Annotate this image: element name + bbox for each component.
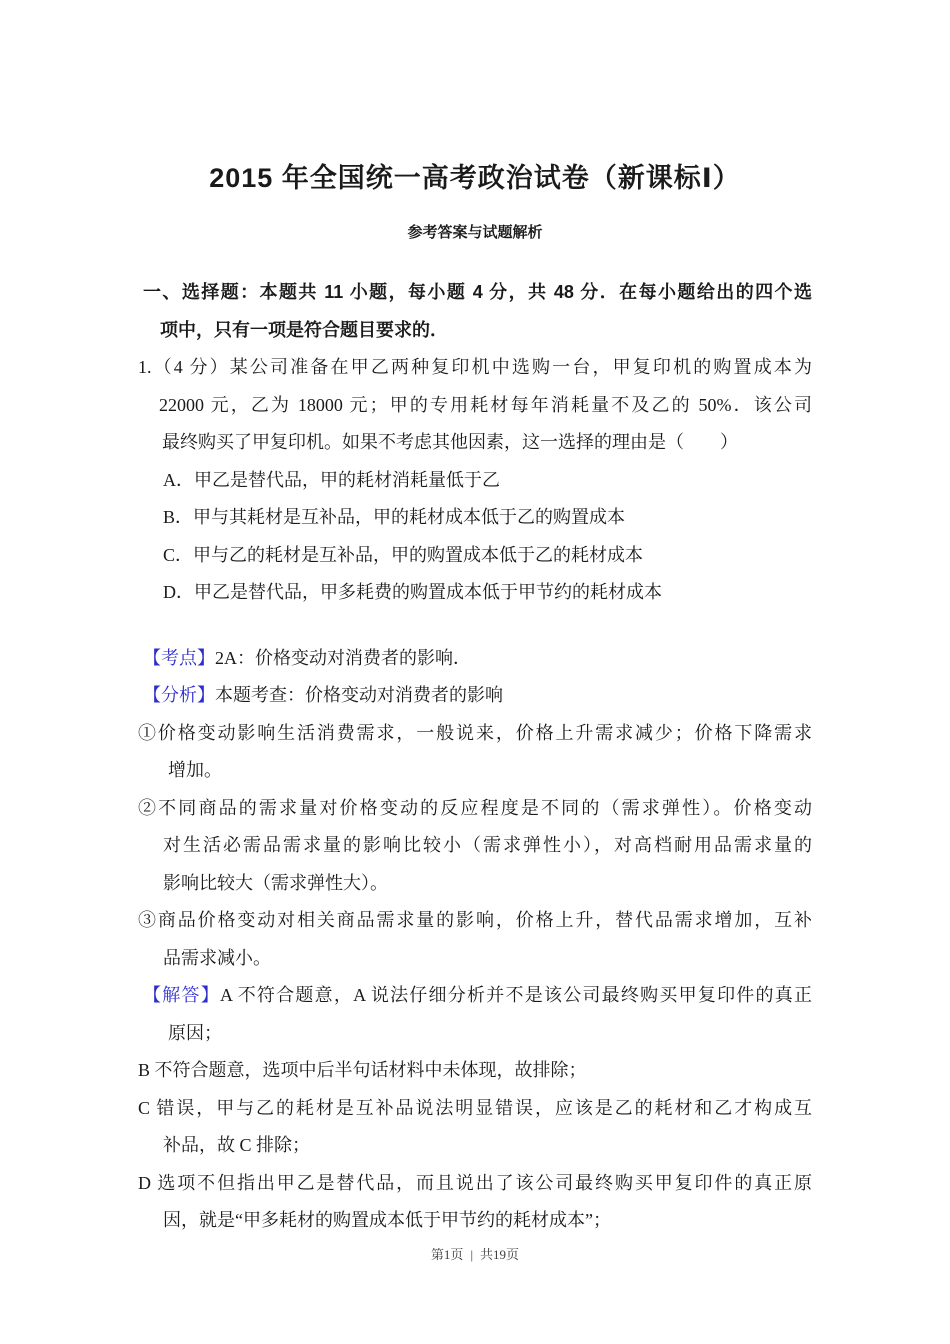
footer-separator: | — [470, 1247, 474, 1262]
footer-page-number: 第1页 — [430, 1247, 464, 1262]
page-footer — [0, 1246, 950, 1264]
document-body — [138, 274, 812, 1240]
section-heading-line-2: 项中，只有一项是符合题目要求的． — [160, 319, 448, 340]
jieda-c-line-1: C 错误，甲与乙的耗材是互补品说法明显错误，应该是乙的耗材和乙才构成互 — [138, 1097, 812, 1118]
analysis-point-1-line-2: 增加。 — [168, 760, 222, 780]
jieda-b-line: B 不符合题意，选项中后半句话材料中未体现，故排除； — [138, 1060, 587, 1080]
jieda-d-line-1: D 选项不但指出甲乙是替代品，而且说出了该公司最终购买甲复印件的真正原 — [138, 1172, 812, 1193]
fenxi-row — [143, 677, 812, 715]
question-1-stem-line-3: 最终购买了甲复印机。如果不考虑其他因素，这一选择的理由是（ ） — [162, 432, 738, 452]
analysis-point-3-line-2: 品需求减小。 — [163, 947, 271, 968]
question-1-option-c: C．甲与乙的耗材是互补品，甲的购置成本低于乙的耗材成本 — [163, 544, 644, 565]
page-title: 2015 年全国统一高考政治试卷（新课标Ⅰ） — [209, 163, 741, 193]
analysis-point-3-line-1: ③商品价格变动对相关商品需求量的影响，价格上升，替代品需求增加，互补 — [138, 910, 812, 930]
footer-total-pages: 共19页 — [480, 1247, 520, 1262]
kaodian-row — [143, 640, 812, 678]
fenxi-label: 【分析】 — [143, 685, 215, 705]
question-1-stem-line-1: 1.（4 分）某公司准备在甲乙两种复印机中选购一台，甲复印机的购置成本为 — [138, 357, 812, 377]
analysis-point-2-line-3: 影响比较大（需求弹性大）。 — [163, 872, 388, 893]
jieda-label: 【解答】 — [143, 985, 220, 1005]
question-1-option-b: B．甲与其耗材是互补品，甲的耗材成本低于乙的购置成本 — [163, 507, 626, 527]
analysis-point-2-line-1: ②不同商品的需求量对价格变动的反应程度是不同的（需求弹性）。价格变动 — [138, 797, 812, 818]
analysis-point-1-line-1: ①价格变动影响生活消费需求，一般说来，价格上升需求减少；价格下降需求 — [138, 722, 812, 743]
jieda-text-line-1: A 不符合题意，A 说法仔细分析并不是该公司最终购买甲复印件的真正 — [219, 985, 813, 1005]
kaodian-label: 【考点】 — [143, 647, 215, 668]
section-heading-line-1: 一、选择题：本题共 11 小题，每小题 4 分，共 48 分．在每小题给出的四个选 — [143, 282, 812, 302]
question-1-option-d: D．甲乙是替代品，甲多耗费的购置成本低于甲节约的耗材成本 — [163, 582, 662, 602]
analysis-point-2-line-2: 对生活必需品需求量的影响比较小（需求弹性小），对高档耐用品需求量的 — [163, 835, 812, 855]
jieda-a-line-2: 原因； — [168, 1022, 222, 1043]
page-subtitle: 参考答案与试题解析 — [407, 224, 543, 241]
kaodian-text: 2A：价格变动对消费者的影响． — [215, 647, 471, 668]
fenxi-text: 本题考查：价格变动对消费者的影响 — [215, 685, 503, 705]
jieda-c-line-2: 补品，故 C 排除； — [163, 1135, 311, 1155]
jieda-d-line-2: 因，就是“甲多耗材的购置成本低于甲节约的耗材成本”； — [163, 1210, 611, 1230]
jieda-row — [143, 977, 812, 1015]
question-1-stem-line-2: 22000 元，乙为 18000 元；甲的专用耗材每年消耗量不及乙的 50%．该公司 — [159, 394, 812, 415]
question-1-option-a: A．甲乙是替代品，甲的耗材消耗量低于乙 — [163, 469, 500, 490]
